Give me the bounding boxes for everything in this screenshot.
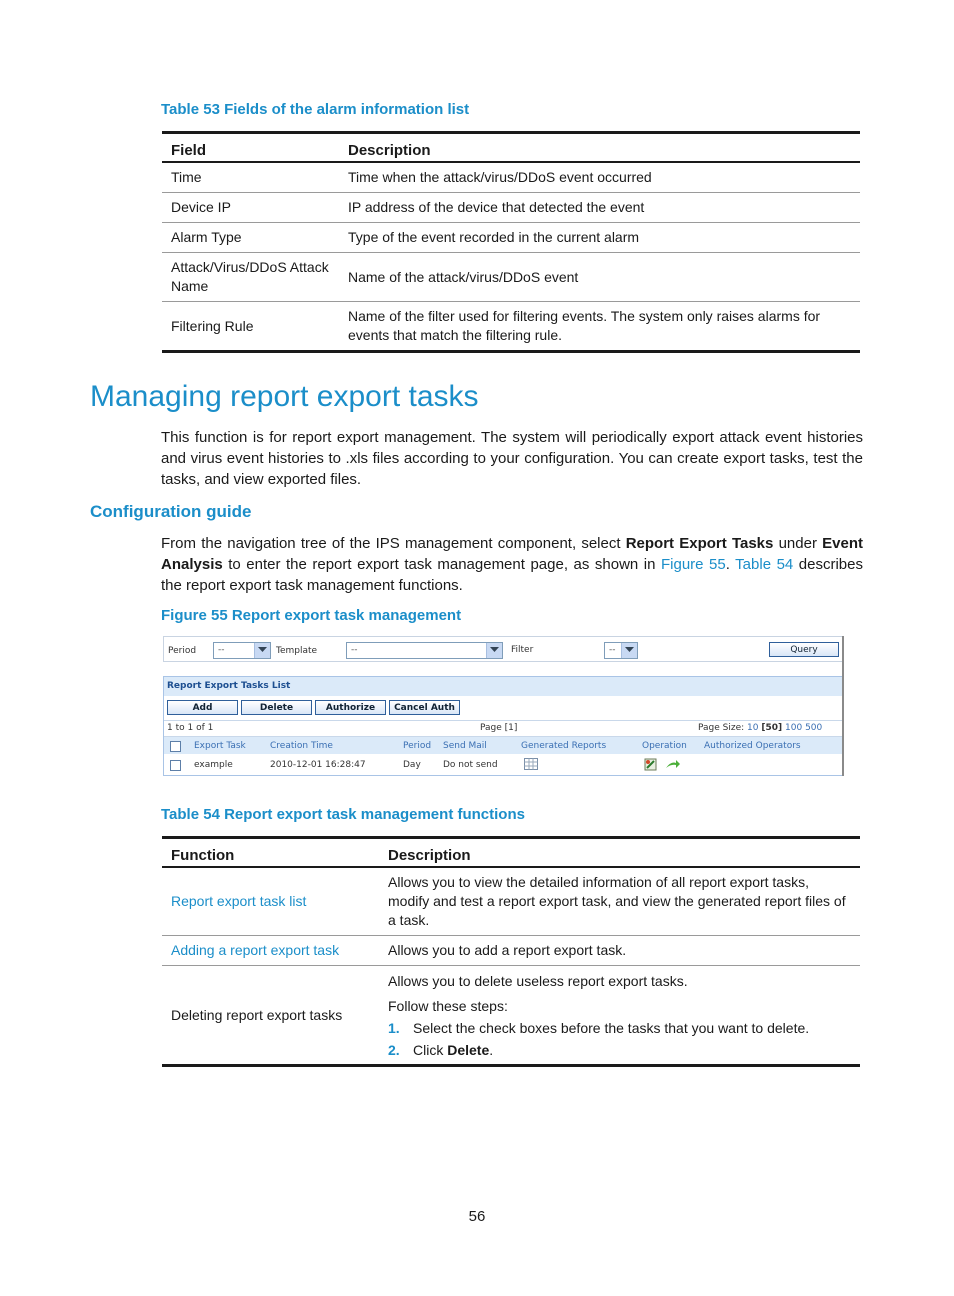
- steps-list: [388, 1019, 852, 1060]
- pager-range: 1 to 1 of 1: [167, 723, 214, 733]
- template-label: Template: [276, 646, 318, 656]
- text: to enter the report export task management page, as shown in: [222, 556, 661, 573]
- filter-label: Filter: [511, 645, 534, 655]
- page-number: 56: [468, 1208, 486, 1225]
- col-operation: Operation: [642, 741, 687, 751]
- authorize-button[interactable]: Authorize: [315, 700, 386, 715]
- filter-select-value: --: [609, 645, 616, 655]
- period-select-value: --: [218, 645, 225, 655]
- task-table-header: [164, 737, 843, 754]
- template-select-value: --: [351, 645, 358, 655]
- row-checkbox[interactable]: [170, 760, 181, 771]
- cancel-auth-button[interactable]: Cancel Auth: [389, 700, 460, 715]
- table-row: [162, 966, 860, 1066]
- field-cell: Filtering Rule: [162, 302, 339, 352]
- period-label: Period: [168, 646, 197, 656]
- template-select[interactable]: [346, 642, 503, 659]
- config-guide-paragraph: [161, 533, 863, 596]
- text: under: [773, 535, 823, 552]
- table-row: [162, 936, 860, 966]
- table53-header-description: Description: [348, 142, 431, 159]
- filter-bar: [163, 636, 844, 662]
- section-intro: This function is for report export management. The system will periodically export attack event histories and virus event histories to .xls files according to your configuration. You can create export tasks, test the tasks, and view exported files.: [161, 429, 863, 488]
- field-cell: Time: [171, 169, 202, 185]
- table54: [162, 836, 860, 1067]
- test-arrow-icon[interactable]: [665, 759, 681, 774]
- table-row: [162, 867, 860, 936]
- description-cell: IP address of the device that detected the event: [339, 193, 860, 223]
- step-bold-text: Delete: [447, 1042, 490, 1058]
- table53-caption: Table 53 Fields of the alarm information list: [161, 101, 470, 118]
- filter-select[interactable]: [604, 642, 638, 659]
- table54-header-function: Function: [171, 847, 235, 864]
- pager-page: Page [1]: [480, 723, 518, 733]
- figure55-caption: Figure 55 Report export task management: [161, 607, 462, 624]
- figure-screenshot: [163, 636, 844, 776]
- row-send-mail: Do not send: [443, 760, 498, 770]
- report-export-task-list-link[interactable]: Report export task list: [171, 893, 307, 909]
- chevron-down-icon: [254, 643, 270, 658]
- function-cell: Deleting report export tasks: [162, 966, 379, 1066]
- table-row: [162, 223, 860, 253]
- step-text: .: [489, 1042, 494, 1058]
- period-select[interactable]: [213, 642, 271, 659]
- description-cell: Type of the event recorded in the current alarm: [339, 223, 860, 253]
- step-text: Click: [413, 1042, 448, 1058]
- col-authorized-operators: Authorized Operators: [704, 741, 801, 751]
- delete-button[interactable]: Delete: [241, 700, 312, 715]
- page-size-10-link[interactable]: 10: [747, 723, 759, 733]
- row-export-task: example: [194, 760, 233, 770]
- col-period[interactable]: Period: [403, 741, 432, 751]
- chevron-down-icon: [486, 643, 502, 658]
- description-cell: Time when the attack/virus/DDoS event occurred: [348, 169, 652, 185]
- task-list-panel: [163, 676, 844, 776]
- modify-icon[interactable]: [644, 758, 658, 775]
- page-size-label: Page Size:: [698, 723, 745, 733]
- step-number: 1.: [388, 1020, 400, 1036]
- task-list-title: Report Export Tasks List: [167, 681, 291, 691]
- page-size: [698, 723, 822, 733]
- table54-caption: Table 54 Report export task management functions: [161, 806, 525, 823]
- section-title: Managing report export tasks: [90, 380, 479, 413]
- page-size-100-link[interactable]: 100: [785, 723, 803, 733]
- steps-intro: Follow these steps:: [388, 998, 508, 1014]
- description-cell: Allows you to add a report export task.: [379, 936, 860, 966]
- table-54-link[interactable]: Table 54: [735, 556, 794, 573]
- bold-text: Report Export Tasks: [625, 535, 774, 552]
- col-creation-time[interactable]: Creation Time: [270, 741, 333, 751]
- page-size-500-link[interactable]: 500: [805, 723, 823, 733]
- table-row: [162, 193, 860, 223]
- description-cell: Allows you to view the detailed information of all report export tasks, modify and test a report export task, and view the generated report files of a task.: [388, 874, 846, 928]
- task-list-titlebar: [164, 677, 843, 696]
- field-cell: Alarm Type: [162, 223, 339, 253]
- step-number: 2.: [388, 1042, 400, 1058]
- select-all-checkbox[interactable]: [170, 741, 181, 752]
- field-cell: Attack/Virus/DDoS Attack Name: [162, 253, 339, 302]
- adding-report-export-task-link[interactable]: Adding a report export task: [162, 936, 379, 966]
- description-cell: [379, 966, 860, 1066]
- figure-right-edge: [842, 636, 844, 776]
- row-period: Day: [403, 760, 421, 770]
- text: describes the report export task management functions.: [161, 556, 863, 594]
- text: .: [725, 556, 736, 573]
- table-row: [164, 756, 843, 774]
- table-row: [162, 253, 860, 302]
- delete-desc: Allows you to delete useless report export tasks.: [388, 973, 688, 989]
- description-cell: Name of the attack/virus/DDoS event: [339, 253, 860, 302]
- col-send-mail[interactable]: Send Mail: [443, 741, 487, 751]
- chevron-down-icon: [621, 643, 637, 658]
- field-cell: Device IP: [162, 193, 339, 223]
- list-item: [388, 1041, 852, 1060]
- row-creation-time: 2010-12-01 16:28:47: [270, 760, 366, 770]
- table-row: [162, 162, 860, 193]
- bold-text: Event Analysis: [161, 535, 863, 573]
- col-export-task[interactable]: Export Task: [194, 741, 246, 751]
- report-grid-icon[interactable]: [524, 758, 538, 773]
- table54-header-description: Description: [388, 847, 471, 864]
- query-button[interactable]: Query: [769, 642, 839, 657]
- text: From the navigation tree of the IPS management component, select: [161, 535, 626, 552]
- table53-header-field: Field: [171, 142, 207, 159]
- config-guide-title: Configuration guide: [90, 502, 252, 521]
- figure-55-link[interactable]: Figure 55: [661, 556, 726, 573]
- step-text: Select the check boxes before the tasks that you want to delete.: [413, 1020, 810, 1036]
- list-item: [388, 1019, 852, 1038]
- description-cell: Name of the filter used for filtering events. The system only raises alarms for events that match the filtering rule.: [339, 302, 860, 352]
- add-button[interactable]: Add: [167, 700, 238, 715]
- col-generated-reports[interactable]: Generated Reports: [521, 741, 607, 751]
- table53: [162, 131, 860, 353]
- pager-bar: [164, 720, 843, 737]
- table-row: [162, 302, 860, 352]
- page-size-50-current: [50]: [761, 723, 783, 733]
